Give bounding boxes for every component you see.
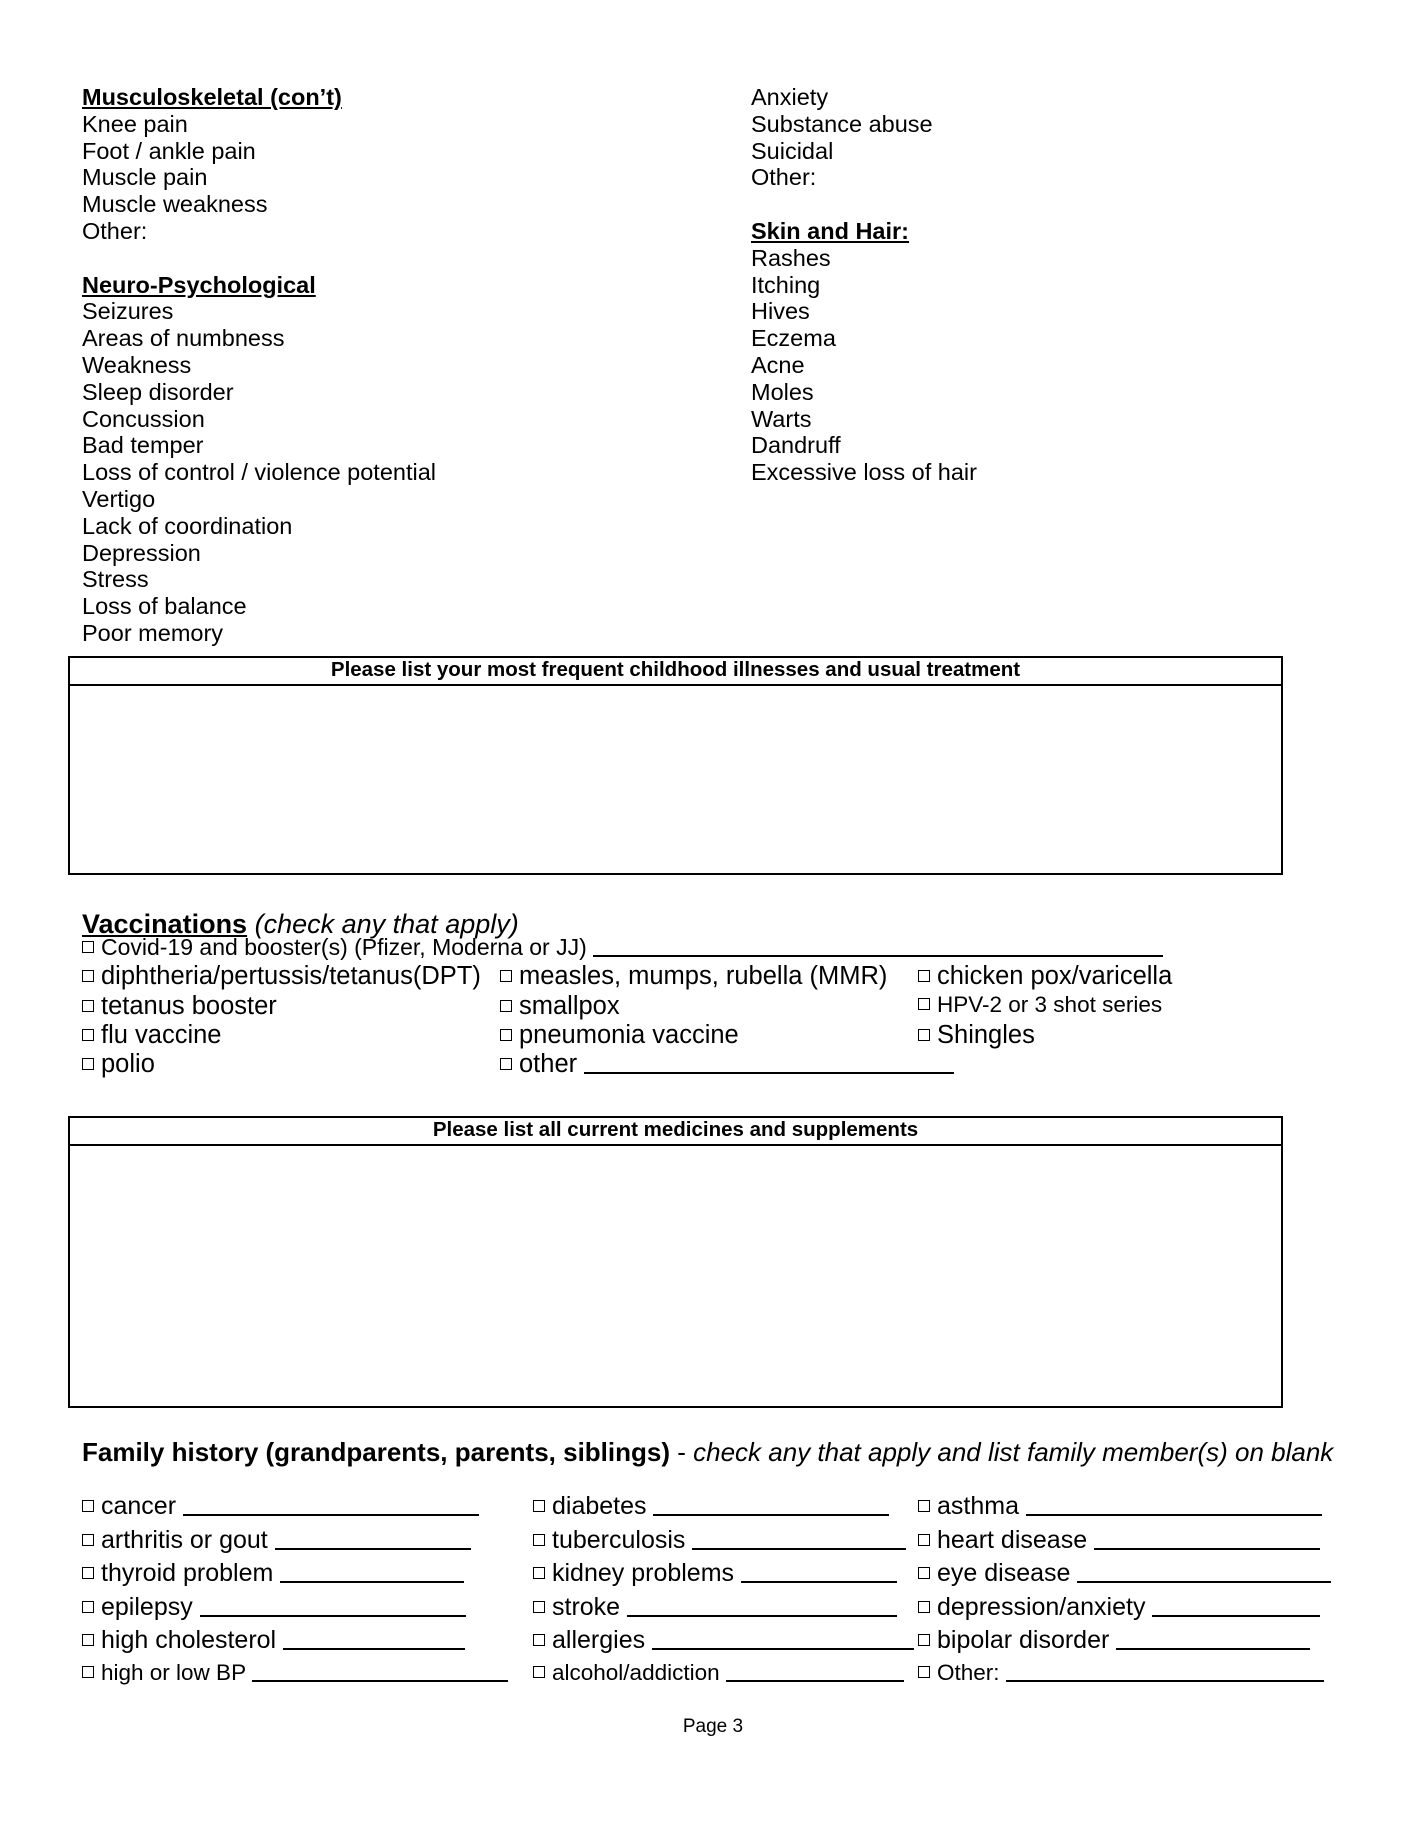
vaccine-option: [500, 1050, 954, 1079]
symptom-item: Poor memory: [82, 619, 224, 646]
checkbox[interactable]: [918, 1534, 930, 1546]
vaccine-option: [82, 992, 277, 1021]
skin-and-hair-heading: Skin and Hair:: [751, 217, 910, 244]
family-option: [533, 1660, 904, 1686]
symptom-item: Stress: [82, 566, 149, 593]
checkbox[interactable]: [533, 1500, 545, 1512]
symptom-item: Other:: [751, 164, 817, 191]
childhood-illnesses-box: [68, 656, 1283, 875]
blank-line[interactable]: [183, 1513, 479, 1516]
family-condition-label: cancer: [101, 1492, 177, 1520]
family-condition-label: thyroid problem: [101, 1559, 274, 1587]
checkbox[interactable]: [82, 941, 94, 953]
blank-line[interactable]: [593, 954, 1163, 957]
neuro-psychological-heading: Neuro-Psychological: [82, 271, 316, 298]
checkbox[interactable]: [918, 1567, 930, 1579]
symptom-item: Anxiety: [751, 84, 829, 110]
family-option: [918, 1526, 1320, 1555]
family-condition-label: tuberculosis: [552, 1526, 686, 1554]
checkbox[interactable]: [918, 970, 930, 982]
symptom-item: Warts: [751, 405, 812, 432]
symptom-item: Areas of numbness: [82, 325, 285, 352]
checkbox[interactable]: [918, 1634, 930, 1646]
family-history-heading: [82, 1436, 1333, 1468]
checkbox[interactable]: [533, 1601, 545, 1613]
checkbox[interactable]: [533, 1666, 545, 1678]
vaccine-label: other: [519, 1050, 578, 1078]
vaccine-option: [918, 962, 1172, 991]
family-condition-label: high or low BP: [101, 1660, 246, 1685]
family-option: [918, 1660, 1324, 1686]
symptom-item: Substance abuse: [751, 110, 933, 137]
childhood-illnesses-field[interactable]: [70, 686, 1281, 875]
checkbox[interactable]: [918, 1029, 930, 1041]
checkbox[interactable]: [918, 1500, 930, 1512]
family-option: [918, 1626, 1310, 1655]
vaccine-option: [500, 1021, 739, 1050]
symptom-item: Eczema: [751, 325, 836, 352]
family-option: [82, 1559, 464, 1588]
vaccine-label: HPV-2 or 3 shot series: [937, 992, 1163, 1017]
symptom-item: Itching: [751, 271, 821, 298]
symptom-item: Muscle pain: [82, 164, 208, 191]
checkbox[interactable]: [82, 1058, 94, 1070]
family-condition-label: bipolar disorder: [937, 1626, 1110, 1654]
vaccine-label: polio: [101, 1050, 155, 1078]
checkbox[interactable]: [500, 1029, 512, 1041]
vaccine-option: [82, 1050, 155, 1079]
symptom-item: Excessive loss of hair: [751, 459, 977, 486]
symptom-item: Moles: [751, 378, 814, 405]
blank-line[interactable]: [252, 1679, 508, 1682]
checkbox[interactable]: [500, 1058, 512, 1070]
page-number: Page 3: [682, 1716, 744, 1737]
family-history-separator: -: [670, 1437, 694, 1467]
family-history-hint: check any that apply and list family member(s) on blank: [693, 1437, 1334, 1467]
symptom-item: Other:: [82, 217, 148, 244]
blank-line[interactable]: [1152, 1614, 1320, 1617]
symptom-item: Knee pain: [82, 110, 188, 137]
family-option: [533, 1526, 906, 1555]
medicines-field[interactable]: [70, 1146, 1281, 1408]
family-condition-label: eye disease: [937, 1559, 1071, 1587]
vaccine-label: Shingles: [937, 1021, 1035, 1049]
symptom-item: Dandruff: [751, 432, 841, 459]
blank-line[interactable]: [1116, 1647, 1310, 1650]
checkbox[interactable]: [918, 998, 930, 1010]
symptom-item: Bad temper: [82, 432, 204, 459]
family-option: [533, 1559, 897, 1588]
symptom-item: Suicidal: [751, 137, 834, 164]
blank-line[interactable]: [1026, 1513, 1322, 1516]
family-history-title: Family history (grandparents, parents, siblings): [82, 1437, 671, 1467]
blank-line[interactable]: [741, 1580, 897, 1583]
symptom-item: Hives: [751, 298, 810, 325]
family-condition-label: asthma: [937, 1492, 1019, 1520]
left-column: [82, 84, 436, 647]
family-option: [533, 1626, 914, 1655]
vaccine-label: pneumonia vaccine: [519, 1021, 739, 1049]
right-column: [751, 84, 977, 486]
blank-line[interactable]: [1077, 1580, 1331, 1583]
vaccine-label: tetanus booster: [101, 992, 277, 1020]
family-condition-label: diabetes: [552, 1492, 647, 1520]
vaccine-label: smallpox: [519, 992, 620, 1020]
symptom-item: Loss of control / violence potential: [82, 459, 437, 486]
family-condition-label: Other:: [937, 1660, 1000, 1685]
blank-line[interactable]: [1094, 1547, 1320, 1550]
checkbox[interactable]: [82, 1500, 94, 1512]
family-option: [82, 1492, 479, 1521]
vaccine-option: [82, 962, 481, 991]
checkbox[interactable]: [500, 1000, 512, 1012]
checkbox[interactable]: [82, 1029, 94, 1041]
blank-line[interactable]: [275, 1547, 471, 1550]
family-option: [82, 1660, 508, 1686]
symptom-item: Muscle weakness: [82, 191, 268, 218]
checkbox[interactable]: [918, 1666, 930, 1678]
symptom-item: Acne: [751, 351, 805, 378]
blank-line[interactable]: [692, 1547, 906, 1550]
blank-line[interactable]: [726, 1679, 904, 1682]
checkbox[interactable]: [82, 1666, 94, 1678]
symptom-item: Lack of coordination: [82, 512, 293, 539]
checkbox[interactable]: [533, 1567, 545, 1579]
childhood-illnesses-caption: Please list your most frequent childhood illnesses and usual treatment: [70, 658, 1281, 686]
blank-line[interactable]: [1006, 1679, 1324, 1682]
family-condition-label: heart disease: [937, 1526, 1088, 1554]
family-condition-label: epilepsy: [101, 1593, 193, 1621]
family-condition-label: kidney problems: [552, 1559, 735, 1587]
checkbox[interactable]: [82, 1634, 94, 1646]
blank-line[interactable]: [280, 1580, 464, 1583]
family-condition-label: stroke: [552, 1593, 621, 1621]
family-option: [82, 1626, 465, 1655]
blank-line[interactable]: [627, 1614, 897, 1617]
vaccine-option: [82, 1021, 221, 1050]
symptom-item: Loss of balance: [82, 593, 247, 620]
vaccinations-hint: (check any that apply): [254, 909, 519, 939]
family-option: [82, 1526, 471, 1555]
medicines-box: [68, 1116, 1283, 1408]
checkbox[interactable]: [82, 1000, 94, 1012]
family-condition-label: high cholesterol: [101, 1626, 277, 1654]
symptom-item: Seizures: [82, 298, 174, 325]
vaccinations-title: Vaccinations: [82, 909, 248, 939]
family-option: [533, 1492, 889, 1521]
family-condition-label: arthritis or gout: [101, 1526, 268, 1554]
symptom-item: Rashes: [751, 244, 831, 271]
checkbox[interactable]: [82, 970, 94, 982]
checkbox[interactable]: [533, 1534, 545, 1546]
vaccine-option: [500, 962, 887, 991]
family-option: [918, 1492, 1322, 1521]
family-option: [533, 1593, 897, 1622]
blank-line[interactable]: [652, 1647, 914, 1650]
family-option: [82, 1593, 466, 1622]
checkbox[interactable]: [82, 1534, 94, 1546]
family-option: [918, 1593, 1320, 1622]
checkbox[interactable]: [500, 970, 512, 982]
family-condition-label: depression/anxiety: [937, 1593, 1146, 1621]
checkbox[interactable]: [918, 1601, 930, 1613]
checkbox[interactable]: [533, 1634, 545, 1646]
vaccine-option: [500, 992, 620, 1021]
family-option: [918, 1559, 1331, 1588]
symptom-item: Depression: [82, 539, 201, 566]
symptom-item: Foot / ankle pain: [82, 137, 256, 164]
symptom-item: Sleep disorder: [82, 378, 234, 405]
symptom-item: Concussion: [82, 405, 205, 432]
vaccine-label: diphtheria/pertussis/tetanus(DPT): [101, 962, 481, 990]
blank-line[interactable]: [584, 1071, 954, 1074]
vaccine-option: [918, 1021, 1035, 1050]
checkbox[interactable]: [82, 1601, 94, 1613]
symptom-item: Vertigo: [82, 485, 156, 512]
checkbox[interactable]: [82, 1567, 94, 1579]
blank-line[interactable]: [653, 1513, 889, 1516]
blank-line[interactable]: [283, 1647, 465, 1650]
vaccine-label: Covid-19 and booster(s) (Pfizer, Moderna or JJ): [101, 934, 587, 960]
blank-line[interactable]: [200, 1614, 466, 1617]
vaccine-label: measles, mumps, rubella (MMR): [519, 962, 888, 990]
vaccine-option: [918, 992, 1162, 1018]
vaccine-label: flu vaccine: [101, 1021, 222, 1049]
musculoskeletal-heading: Musculoskeletal (con’t): [82, 84, 342, 110]
vaccine-label: chicken pox/varicella: [937, 962, 1173, 990]
symptom-item: Weakness: [82, 351, 192, 378]
vaccine-covid: [82, 934, 1163, 961]
family-condition-label: alcohol/addiction: [552, 1660, 720, 1685]
family-condition-label: allergies: [552, 1626, 646, 1654]
medicines-caption: Please list all current medicines and supplements: [70, 1118, 1281, 1146]
